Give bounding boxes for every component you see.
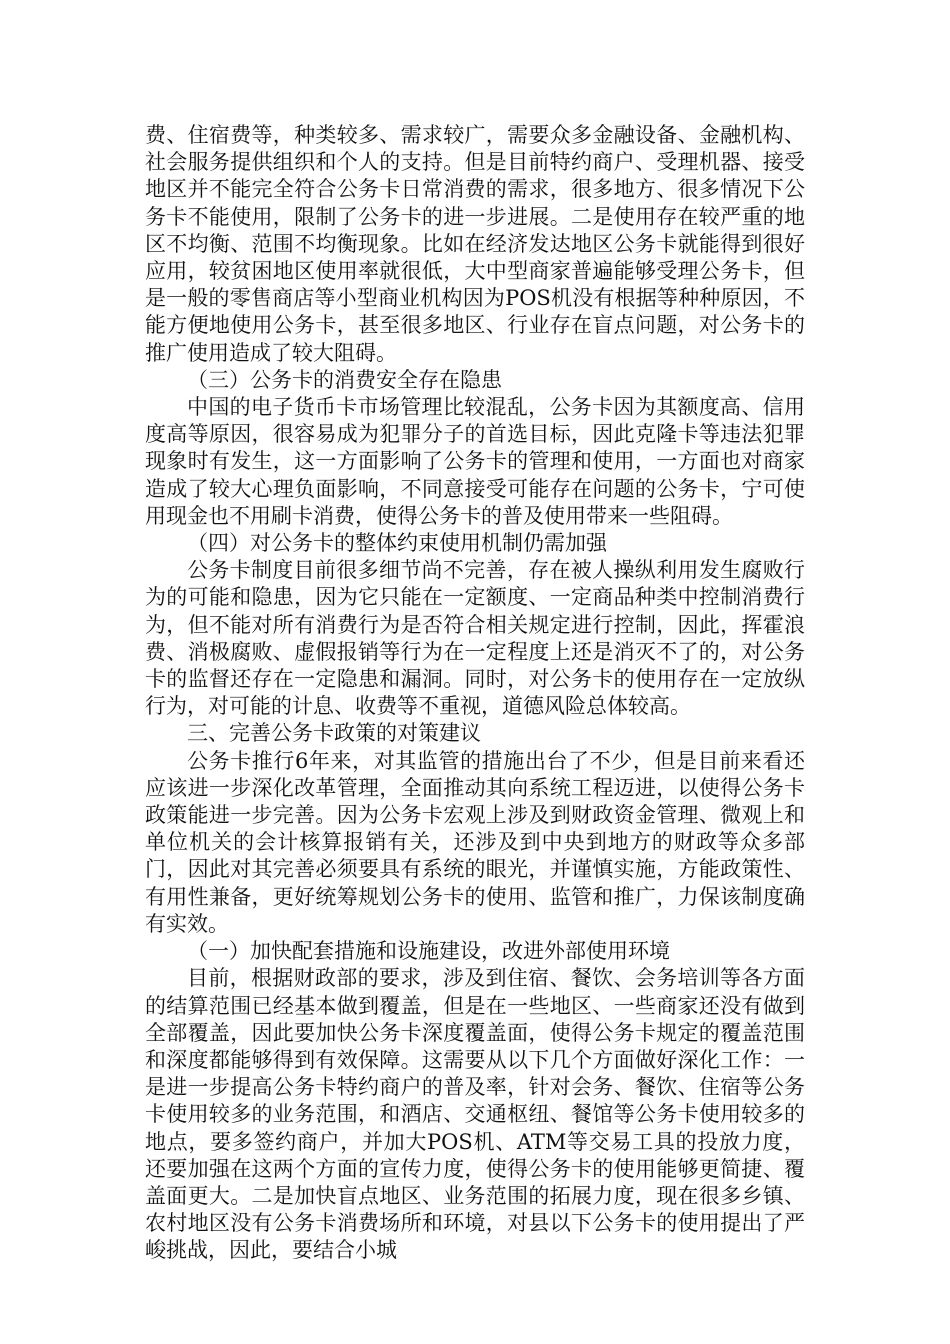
section-heading-3: （三）公务卡的消费安全存在隐患 bbox=[187, 367, 502, 392]
paragraph-environment: 目前，根据财政部的要求，涉及到住宿、餐饮、会务培训等各方面的结算范围已经基本做到覆盖，但是在一些地区、一些商家还没有做到全部覆盖，因此要加快公务卡深度覆盖面，使得公务卡规定的覆盖范围和深度都能够得到有效保障。这需要从以下几个方面做好深化工作：一是进一步提高公务卡特约商户的普及率，针对会务、餐饮、住宿等公务卡使用较多的业务范围，和酒店、交通枢纽、餐馆等公务卡使用较多的地点，要多签约商户，并加大POS机、ATM等交易工具的投放力度，还要加强在这两个方面的宣传力度，使得公务卡的使用能够更简捷、覆盖面更大。二是加快盲点地区、业务范围的拓展力度，现在很多乡镇、农村地区没有公务卡消费场所和环境，对县以下公务卡的使用提出了严峻挑战，因此，要结合小城 bbox=[145, 966, 805, 1263]
paragraph-security: 中国的电子货币卡市场管理比较混乱，公务卡因为其额度高、信用度高等原因，很容易成为犯罪分子的首选目标，因此克隆卡等违法犯罪现象时有发生，这一方面影响了公务卡的管理和使用，一方面也对商家造成了较大心理负面影响，不同意接受可能存在问题的公务卡，宁可使用现金也不用刷卡消费，使得公务卡的普及使用带来一些阻碍。 bbox=[145, 395, 805, 528]
chapter-heading-3: 三、完善公务卡政策的对策建议 bbox=[187, 721, 481, 746]
paragraph-intro: 费、住宿费等，种类较多、需求较广，需要众多金融设备、金融机构、社会服务提供组织和个人的支持。但是目前特约商户、受理机器、接受地区并不能完全符合公务卡日常消费的需求，很多地方、很多情况下公务卡不能使用，限制了公务卡的进一步进展。二是使用存在较严重的地区不均衡、范围不均衡现象。比如在经济发达地区公务卡就能得到很好应用，较贫困地区使用率就很低，大中型商家普遍能够受理公务卡，但是一般的零售商店等小型商业机构因为POS机没有根据等种种原因，不能方便地使用公务卡，甚至很多地区、行业存在盲点问题，对公务卡的推广使用造成了较大阻碍。 bbox=[145, 123, 805, 365]
paragraph-suggestions: 公务卡推行6年来，对其监管的措施出台了不少，但是目前来看还应该进一步深化改革管理，全面推动其向系统工程迈进，以使得公务卡政策能进一步完善。因为公务卡宏观上涉及到财政资金管理、微观上和单位机关的会计核算报销有关，还涉及到中央到地方的财政等众多部门，因此对其完善必须要具有系统的眼光，并谨慎实施，方能政策性、有用性兼备，更好统筹规划公务卡的使用、监管和推广，力保该制度确有实效。 bbox=[145, 748, 805, 936]
document-body bbox=[145, 122, 805, 1265]
section-heading-1: （一）加快配套措施和设施建设，改进外部使用环境 bbox=[187, 939, 670, 964]
section-heading-4: （四）对公务卡的整体约束使用机制仍需加强 bbox=[187, 531, 607, 556]
paragraph-mechanism: 公务卡制度目前很多细节尚不完善，存在被人操纵利用发生腐败行为的可能和隐患，因为它只能在一定额度、一定商品种类中控制消费行为，但不能对所有消费行为是否符合相关规定进行控制，因此，挥霍浪费、消极腐败、虚假报销等行为在一定程度上还是消灭不了的，对公务卡的监督还存在一定隐患和漏洞。同时，对公务卡的使用存在一定放纵行为，对可能的计息、收费等不重视，道德风险总体较高。 bbox=[145, 558, 805, 719]
